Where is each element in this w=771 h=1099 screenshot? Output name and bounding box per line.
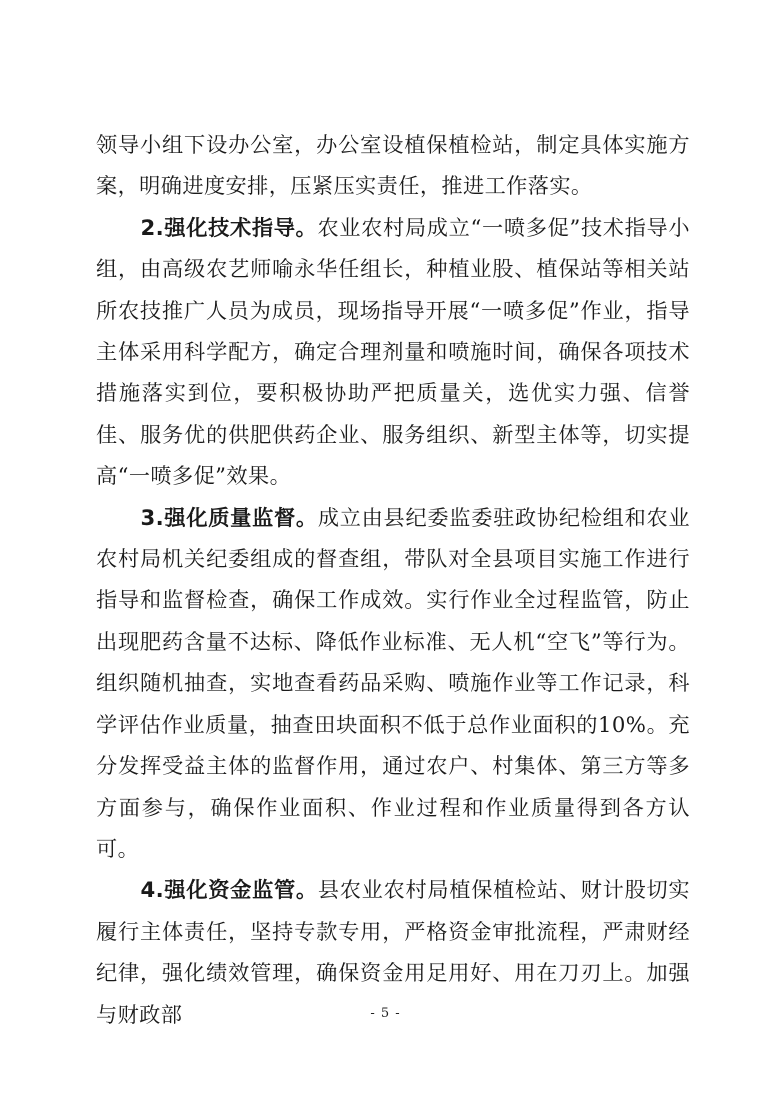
paragraph-continuation: [96, 124, 690, 207]
paragraph-text: 成立由县纪委监委驻政协纪检组和农业农村局机关纪委组成的督查组，带队对全县项目实施工作进行指导和监督检查，确保工作成效。实行作业全过程监管，防止出现肥药含量不达标、降低作业标准、无人机“空飞”等行为。组织随机抽查，实地查看药品采购、喷施作业等工作记录，科学评估作业质量，抽查田块面积不低于总作业面积的10%。充分发挥受益主体的监督作用，通过农户、村集体、第三方等多方面参与，确保作业面积、作业过程和作业质量得到各方认可。: [96, 504, 690, 861]
paragraph-text: 县农业农村局植保植检站、财计股切实履行主体责任，坚持专款专用，严格资金审批流程，严肃财经纪律，强化绩效管理，确保资金用足用好、用在刀刃上。加强与财政部: [96, 877, 690, 1027]
paragraph-text: 领导小组下设办公室，办公室设植保植检站，制定具体实施方案，明确进度安排，压紧压实责任，推进工作落实。: [96, 132, 690, 199]
paragraph-heading: 4.强化资金监管。: [140, 877, 318, 903]
paragraph-quality-supervision: [96, 497, 690, 870]
paragraph-heading: 2.强化技术指导。: [140, 214, 318, 240]
page-number: - 5 -: [370, 1006, 401, 1021]
paragraph-technical-guidance: [96, 207, 690, 497]
paragraph-heading: 3.强化质量监督。: [140, 504, 318, 530]
paragraph-text: 农业农村局成立“一喷多促”技术指导小组，由高级农艺师喻永华任组长，种植业股、植保站等相关站所农技推广人员为成员，现场指导开展“一喷多促”作业，指导主体采用科学配方，确定合理剂量和喷施时间，确保各项技术措施落实到位，要积极协助严把质量关，选优实力强、信誉佳、服务优的供肥供药企业、服务组织、新型主体等，切实提高“一喷多促”效果。: [96, 214, 690, 489]
body-text: [96, 124, 690, 1035]
